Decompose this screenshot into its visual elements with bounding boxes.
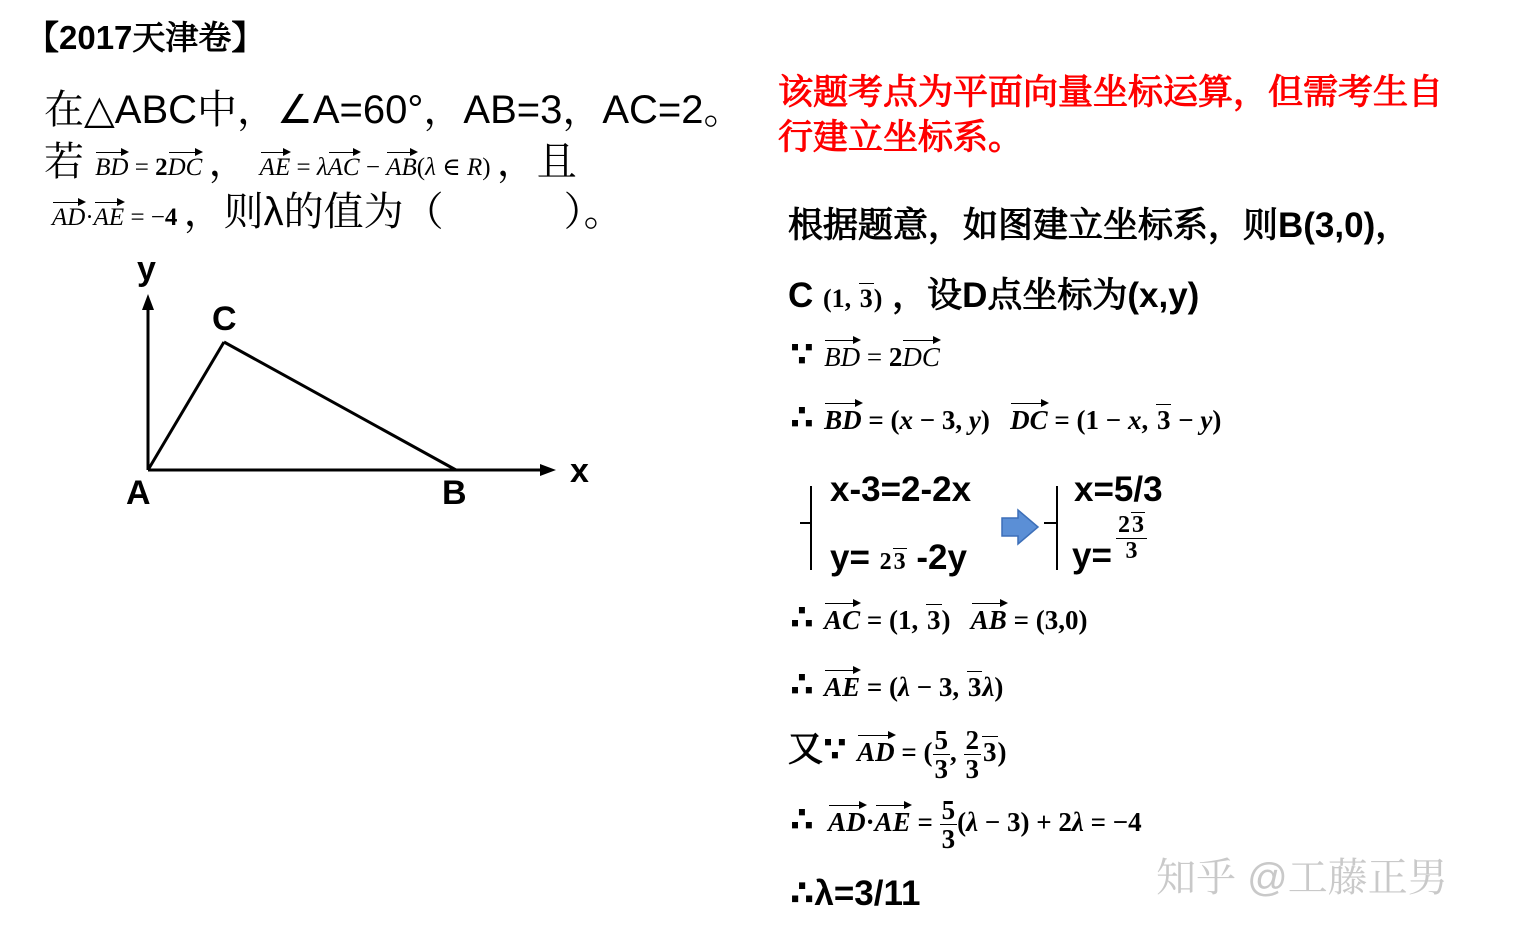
therefore-symbol-3: ∴ [790, 665, 814, 705]
step-bd-eq-2dc [790, 335, 940, 375]
system-2-eq-1: x=5/3 [1074, 470, 1163, 509]
solution-line-2 [788, 268, 1199, 318]
again-label: 又 [788, 730, 824, 769]
formula-ae-definition: AE = λAC − AB(λ ∈ R) [259, 154, 497, 181]
formula-2sqrt3-over-3: $\frac{23}{3}$ [1116, 512, 1147, 564]
step-bd-dc-coords [790, 398, 1221, 438]
system-1-eq-2 [830, 538, 967, 578]
step-dot-product [790, 796, 1142, 854]
step-ae-coords [790, 665, 1003, 705]
formula-dot-product: AD·AE = $\frac{5}{3}$ (λ − 3) + 2λ = −4 [828, 795, 1142, 855]
point-c-name: C [788, 276, 814, 315]
note-line-1: 该题考点为平面向量坐标运算，但需考生自 [778, 73, 1444, 112]
formula-point-c-coords: (1, 3) [823, 284, 883, 313]
step-ac-ab-coords [790, 598, 1087, 638]
system-brace-right [1056, 486, 1058, 570]
point-c-label: C [212, 300, 237, 338]
side-cb [224, 342, 456, 470]
system-1-eq-2-rhs: -2y [916, 538, 967, 577]
y-axis-arrow [142, 294, 154, 310]
formula-ac-ab-coords: AC = (1, 3) AB = (3,0) [824, 605, 1088, 635]
x-axis-arrow [540, 464, 556, 476]
question-line-2 [44, 130, 577, 187]
because-symbol-2: ∵ [823, 730, 847, 770]
side-ac [148, 342, 224, 470]
point-b-label: B [442, 474, 467, 512]
solution-line-1: 根据题意，如图建立坐标系，则B(3,0)， [788, 206, 1411, 245]
brace-tick-right [1044, 522, 1056, 524]
y-axis-label: y [137, 250, 156, 288]
formula-ae-coords: AE = (λ − 3, 3λ) [824, 672, 1004, 702]
formula-2-sqrt3: 23 [879, 549, 906, 575]
step-ad-coords [788, 722, 1007, 784]
formula-ad-dot-ae: AD·AE = −4 [52, 204, 178, 231]
system-brace-left [810, 486, 812, 570]
x-axis-label: x [570, 452, 589, 490]
therefore-symbol-2: ∴ [790, 598, 814, 638]
system-2-eq-2 [1072, 536, 1112, 576]
system-1-eq-1: x-3=2-2x [830, 470, 972, 509]
system-1-eq-2-lhs: y= [830, 538, 870, 577]
formula-ad-coords: AD = ( $\frac{5}{3}$ , $\frac{2}{3}$ 3) [857, 724, 1007, 785]
formula-bd-eq-2dc: BD = 2DC [95, 154, 203, 181]
solution-set-d: ，设D点坐标为(x,y) [892, 276, 1200, 315]
question-if-label: 若 [44, 140, 84, 184]
formula-bd-dc-coords: BD = (x − 3, y) DC = (1 − x, 3 − y) [824, 405, 1222, 435]
problem-source-title: 【2017天津卷】 [26, 19, 265, 56]
therefore-symbol: ∴ [790, 398, 814, 438]
because-symbol: ∵ [790, 335, 814, 375]
brace-tick-left [800, 522, 812, 524]
question-line-1: 在△ABC中，∠A=60°，AB=3，AC=2。 [44, 88, 744, 132]
formula-bd-eq-2dc-step: BD = 2DC [824, 342, 940, 372]
question-and-label: ，且 [496, 140, 577, 184]
system-2-eq-2-lhs: y= [1072, 536, 1112, 575]
therefore-symbol-4: ∴ [790, 800, 814, 841]
point-a-label: A [126, 474, 151, 512]
watermark: 知乎 @工藤正男 [1156, 856, 1448, 900]
question-line-3 [52, 180, 624, 237]
final-answer: ∴λ=3/11 [790, 874, 921, 913]
question-ask: ，则λ的值为（ ）。 [183, 190, 624, 234]
triangle-coordinate-diagram [100, 250, 620, 520]
question-separator: ， [208, 140, 249, 184]
implies-arrow-icon [1000, 508, 1040, 546]
note-line-2: 行建立坐标系。 [778, 118, 1024, 157]
